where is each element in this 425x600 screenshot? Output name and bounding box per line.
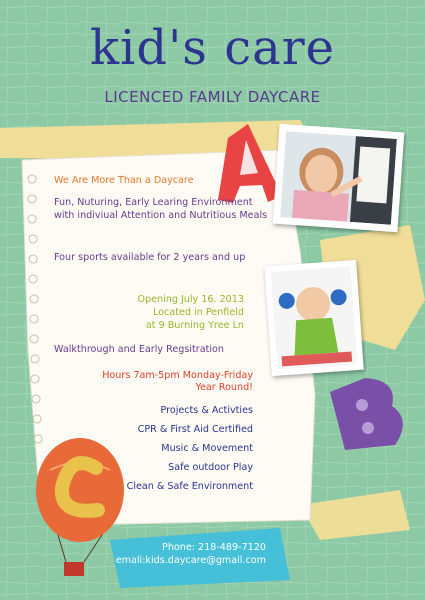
feature-item: Safe outdoor Play [168, 462, 253, 473]
description: Fun, Nuturing, Early Learing Environment with indiviual Attention and Nutritious Meals [54, 197, 268, 221]
photo-child-painting [273, 124, 405, 232]
tagline: We Are More Than a Daycare [54, 175, 194, 186]
feature-item: Projects & Activties [160, 405, 253, 416]
page-subtitle: LICENCED FAMILY DAYCARE [104, 88, 321, 106]
hours-line: Hours 7am-5pm Monday-Friday [102, 370, 253, 381]
photo-baby-painting [264, 260, 363, 376]
hours-year-round: Year Round! [195, 382, 253, 393]
walkthrough-info: Walkthrough and Early Regsitration [54, 344, 224, 355]
page-title: kid's care [89, 20, 336, 76]
opening-location: Located in Penfield [153, 307, 244, 318]
contact-email: emali:kids.daycare@gmail.com [115, 555, 266, 566]
sports-info: Four sports available for 2 years and up [54, 252, 246, 263]
feature-item: Clean & Safe Environment [126, 481, 253, 492]
feature-item: Music & Movement [161, 443, 253, 454]
opening-date: Opening July 16. 2013 [137, 294, 244, 305]
feature-item: CPR & First Aid Certified [137, 424, 253, 435]
child-painting-image [280, 131, 397, 225]
opening-address: at 9 Burning Yree Ln [145, 320, 244, 331]
contact-phone: Phone: 218-489-7120 [162, 542, 266, 553]
